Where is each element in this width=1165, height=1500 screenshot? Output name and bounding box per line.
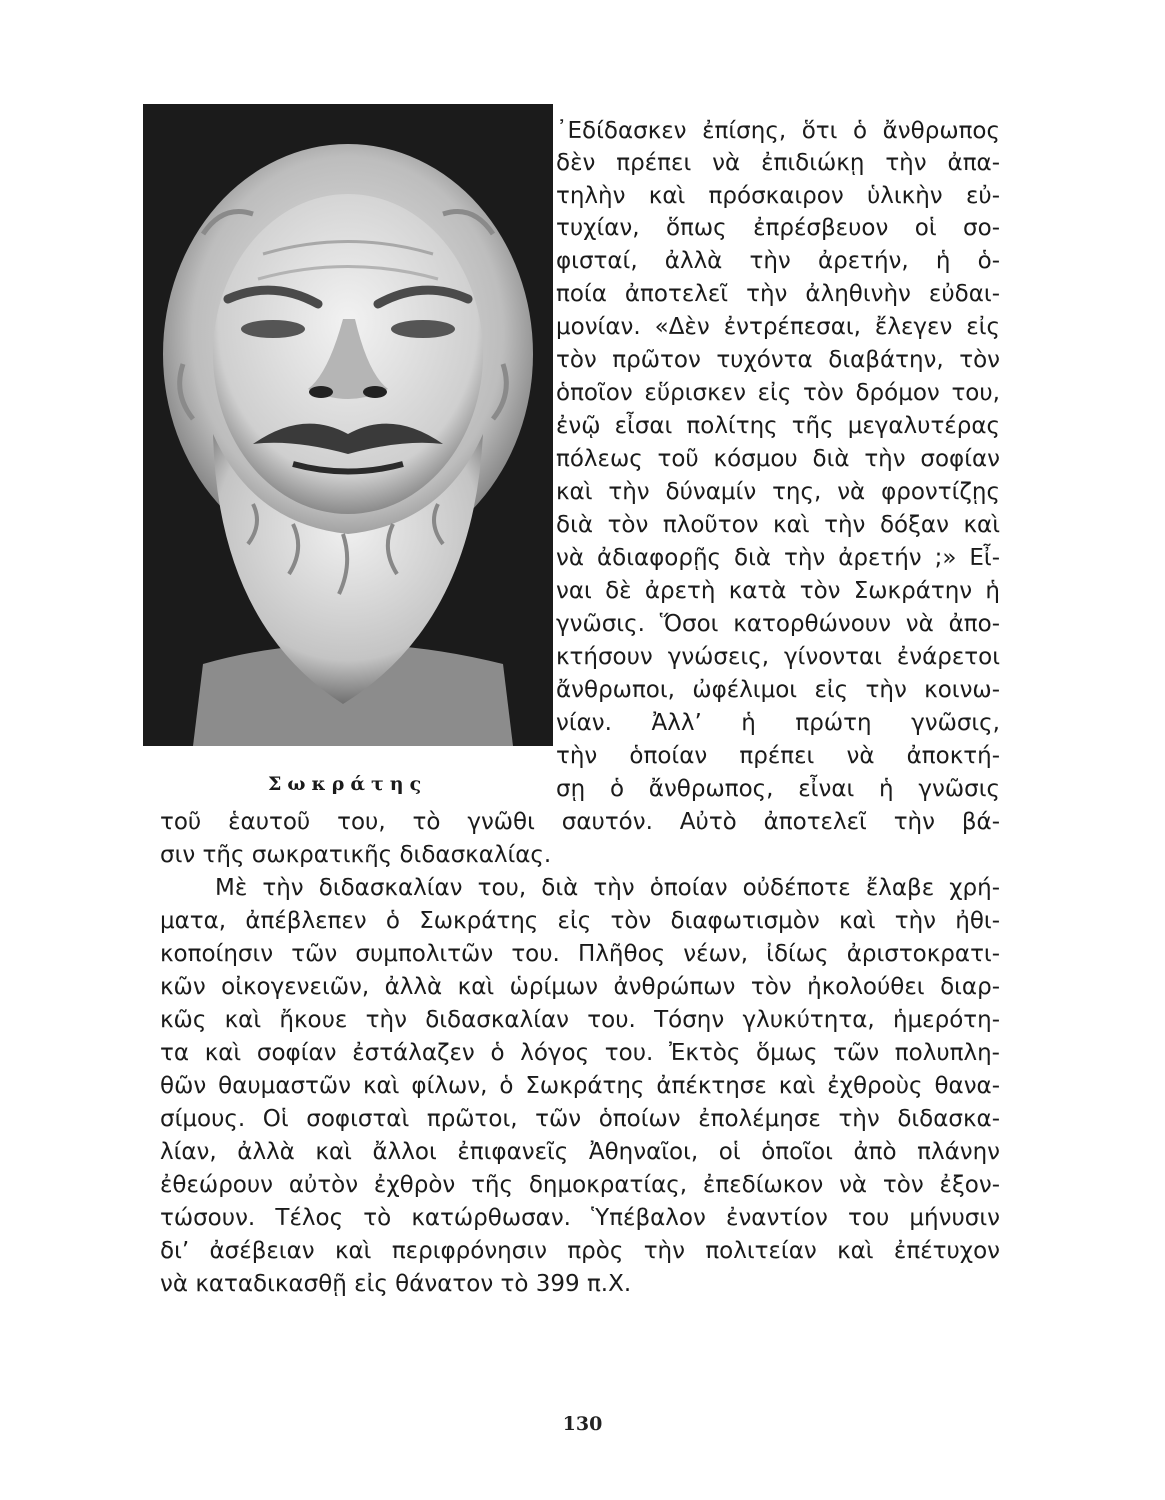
text-line: πόλεως τοῦ κόσμου διὰ τὴν σοφίαν [556,446,1000,472]
text-line: φισταί, ἀλλὰ τὴν ἀρετήν, ἡ ὁ- [556,248,1000,274]
text-line: Μὲ τὴν διδασκαλίαν του, διὰ τὴν ὁποίαν οὐδέποτε ἔλαβε χρή- [215,875,1000,901]
text-line: κτήσουν γνώσεις, γίνονται ἐνάρετοι [556,644,1000,670]
text-line: γνῶσις. Ὅσοι κατορθώνουν νὰ ἀπο- [556,611,1000,637]
text-line: ᾿Εδίδασκεν ἐπίσης, ὅτι ὁ ἄνθρωπος [556,118,1000,144]
text-line: δὲν πρέπει νὰ ἐπιδιώκῃ τὴν ἀπα- [556,150,1000,176]
text-line: μονίαν. «Δὲν ἐντρέπεσαι, ἔλεγεν εἰς [556,314,1000,340]
text-line: καὶ τὴν δύναμίν της, νὰ φροντίζῃς [556,479,1000,505]
text-line: τυχίαν, ὅπως ἐπρέσβευον οἱ σο- [556,215,1000,241]
socrates-bust-photo [143,104,553,746]
text-line: ποία ἀποτελεῖ τὴν ἀληθινὴν εὐδαι- [556,281,1000,307]
text-line: τὸν πρῶτον τυχόντα διαβάτην, τὸν [556,347,1000,373]
text-line: δι’ ἀσέβειαν καὶ περιφρόνησιν πρὸς τὴν πολιτείαν καὶ ἐπέτυχον [160,1238,1000,1264]
text-line: νὰ ἀδιαφορῇς διὰ τὴν ἀρετήν ;» Εἶ- [556,545,1000,571]
text-line: θῶν θαυμαστῶν καὶ φίλων, ὁ Σωκράτης ἀπέκτησε καὶ ἐχθροὺς θανα- [160,1073,1000,1099]
page-number: 130 [562,1413,603,1435]
text-line: νὰ καταδικασθῇ εἰς θάνατον τὸ 399 π.Χ. [160,1271,632,1297]
figure-caption: Σωκράτης [268,773,428,795]
text-line: λίαν, ἀλλὰ καὶ ἄλλοι ἐπιφανεῖς Ἀθηναῖοι, οἱ ὁποῖοι ἀπὸ πλάνην [160,1139,1000,1165]
text-line: νίαν. Ἀλλ’ ἡ πρώτη γνῶσις, [556,710,1000,736]
text-line: ὁποῖον εὕρισκεν εἰς τὸν δρόμον του, [556,380,1000,406]
text-line: σιν τῆς σωκρατικῆς διδασκαλίας. [160,842,552,868]
text-line: ἄνθρωποι, ὠφέλιμοι εἰς τὴν κοινω- [556,677,1000,703]
text-line: τοῦ ἑαυτοῦ του, τὸ γνῶθι σαυτόν. Αὐτὸ ἀποτελεῖ τὴν βά- [160,809,1000,835]
text-line: τὴν ὁποίαν πρέπει νὰ ἀποκτή- [556,743,1000,769]
text-line: κῶν οἰκογενειῶν, ἀλλὰ καὶ ὡρίμων ἀνθρώπων τὸν ἠκολούθει διαρ- [160,974,1000,1000]
text-line: κῶς καὶ ἤκουε τὴν διδασκαλίαν του. Τόσην γλυκύτητα, ἡμερότη- [160,1007,1000,1033]
text-line: κοποίησιν τῶν συμπολιτῶν του. Πλῆθος νέων, ἰδίως ἀριστοκρατι- [160,941,1000,967]
bust-illustration [143,104,553,746]
text-line: ἐνῷ εἶσαι πολίτης τῆς μεγαλυτέρας [556,413,1000,439]
text-line: ναι δὲ ἀρετὴ κατὰ τὸν Σωκράτην ἡ [556,578,1000,604]
text-line: σῃ ὁ ἄνθρωπος, εἶναι ἡ γνῶσις [556,776,1000,802]
text-line: τηλὴν καὶ πρόσκαιρον ὑλικὴν εὐ- [556,183,1000,209]
text-line: διὰ τὸν πλοῦτον καὶ τὴν δόξαν καὶ [556,512,1000,538]
text-line: τώσουν. Τέλος τὸ κατώρθωσαν. Ὑπέβαλον ἐναντίον του μήνυσιν [160,1205,1000,1231]
text-line: ἐθεώρουν αὐτὸν ἐχθρὸν τῆς δημοκρατίας, ἐπεδίωκον νὰ τὸν ἐξον- [160,1172,1000,1198]
text-line: ματα, ἀπέβλεπεν ὁ Σωκράτης εἰς τὸν διαφωτισμὸν καὶ τὴν ἠθι- [160,908,1000,934]
text-line: σίμους. Οἱ σοφισταὶ πρῶτοι, τῶν ὁποίων ἐπολέμησε τὴν διδασκα- [160,1106,1000,1132]
text-line: τα καὶ σοφίαν ἐστάλαζεν ὁ λόγος του. Ἐκτὸς ὅμως τῶν πολυπλη- [160,1040,1000,1066]
